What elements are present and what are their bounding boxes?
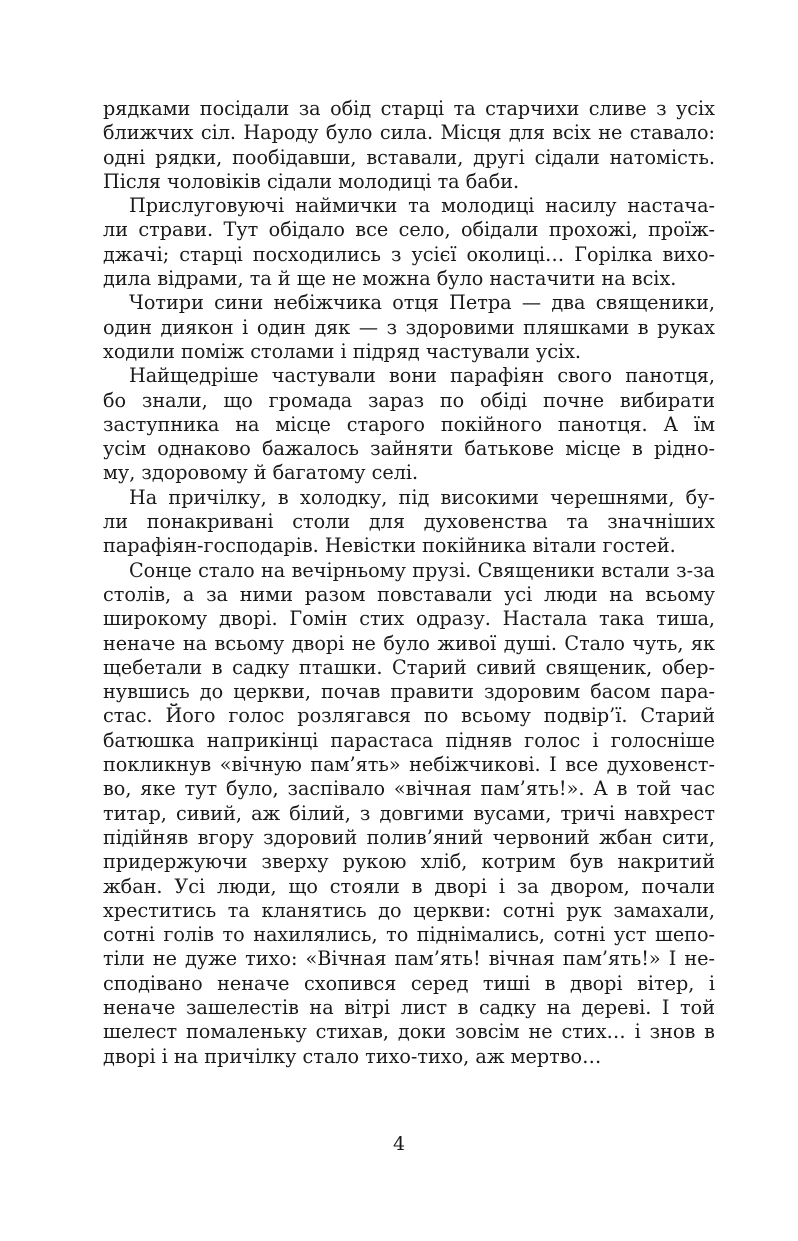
text-line: одні рядки, пообідавши, вставали, другі сідали натомість. [103,145,715,169]
paragraph [103,486,715,559]
text-line: Прислуговуючі наймички та молодиці насилу настача- [129,194,715,218]
text-line: придержуючи зверху рукою хліб, котрим був накритий [103,850,715,874]
text-line: щебетали в садку пташки. Старий сивий священик, обер- [103,655,715,679]
text-line: му, здоровому й багатому селі. [103,461,419,485]
body-text [103,97,715,1069]
text-line: титар, сивий, аж білий, з довгими вусами, тричі навхрест [103,801,715,825]
paragraph [103,291,715,364]
text-line: ходили поміж столами і підряд частували усіх. [103,339,582,363]
text-line: бо знали, що громада зараз по обіді почне вибирати [103,388,715,412]
text-line: заступника на місце старого покійного панотця. А їм [103,412,715,436]
text-line: во, яке тут було, заспівало «вічная пам’ять!». А в той час [103,777,715,801]
text-line: жбан. Усі люди, що стояли в дворі і за двором, почали [103,874,715,898]
text-line: неначе зашелестів на вітрі лист в садку на дереві. І той [103,995,715,1019]
text-line: джачі; старці посходились з усієї околиці… Горілка вихо- [103,242,715,266]
text-line: На причілку, в холодку, під високими черешнями, бу- [129,485,715,509]
text-line: сподівано неначе схопився серед тиші в дворі вітер, і [103,971,715,995]
text-line: столів, а за ними разом повставали усі люди на всьому [103,582,715,606]
text-line: Чотири сини небіжчика отця Петра — два священики, [129,291,715,315]
page-number: 4 [392,1133,406,1155]
text-line: парафіян-господарів. Невістки покійника вітали гостей. [103,534,676,558]
text-line: Найщедріше частували вони парафіян свого панотця, [129,364,715,388]
text-line: ли понакривані столи для духовенства та значніших [103,510,715,534]
text-line: ближчих сіл. Народу було сила. Місця для всіх не ставало: [103,121,715,145]
text-line: підійняв вгору здоровий полив’яний червоний жбан сити, [103,825,715,849]
text-line: широкому дворі. Гомін стих одразу. Настала така тиша, [103,607,715,631]
text-line: батюшка наприкінці парастаса підняв голос і голосніше [103,728,715,752]
text-line: дила відрами, та й ще не можна було настачити на всіх. [103,267,677,291]
text-line: хреститись та кланятись до церкви: сотні рук замахали, [103,898,715,922]
text-line: сотні голів то нахилялись, то піднімались, сотні уст шепо- [103,923,715,947]
text-line: неначе на всьому дворі не було живої душі. Стало чуть, як [103,631,715,655]
paragraph [103,364,715,485]
text-line: ли страви. Тут обідало все село, обідали прохожі, проїж- [103,218,715,242]
text-line: Після чоловіків сідали молодиці та баби. [103,169,520,193]
text-line: рядками посідали за обід старці та старчихи сливе з усіх [103,97,715,120]
text-line: тіли не дуже тихо: «Вічная пам’ять! вічная пам’ять!» І не- [103,947,715,971]
text-line: нувшись до церкви, почав правити здоровим басом пара- [103,680,715,704]
text-line: один диякон і один дяк — з здоровими пляшками в руках [103,315,715,339]
paragraph [103,97,715,194]
text-line: шелест помаленьку стихав, доки зовсім не стих… і знов в [103,1020,715,1044]
text-line: стас. Його голос розлягався по всьому подвір’ї. Старий [103,704,715,728]
text-line: дворі і на причілку стало тихо-тихо, аж мертво… [103,1044,602,1068]
paragraph [103,559,715,1069]
text-line: Сонце стало на вечірньому прузі. Священики встали з-за [129,558,715,582]
text-line: покликнув «вічную пам’ять» небіжчикові. І все духовенст- [103,753,715,777]
text-line: усім однаково бажалось зайняти батькове місце в рідно- [103,437,715,461]
paragraph [103,194,715,291]
